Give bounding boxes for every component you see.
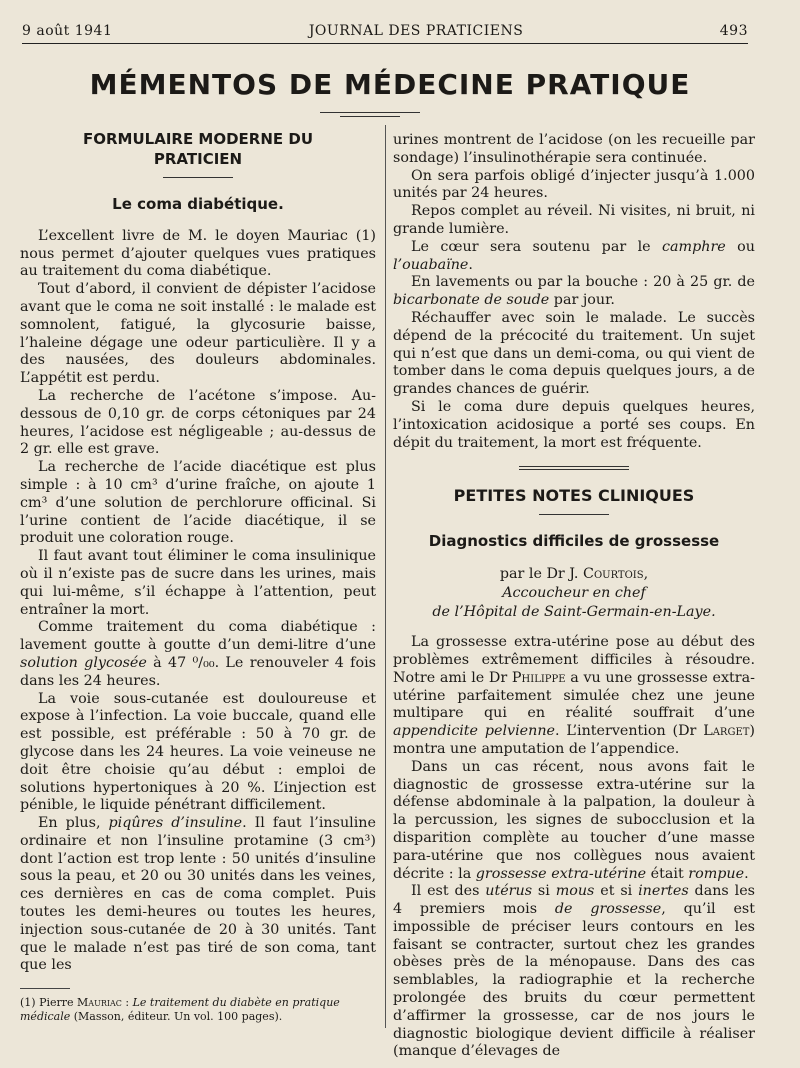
issue-date: 9 août 1941 bbox=[22, 23, 113, 39]
footnote-rule bbox=[20, 988, 70, 989]
paragraph: Il est des utérus si mous et si inertes dans les 4 premiers mois de grossesse, qu’il est impossible de préciser leurs contours en les faisant se contracter, surtout chez les grandes obèses près de la ménopause. Dans des cas semblables, la radiographie et la recherche prolongée des bruits du cœur permettent d’affirmer la grossesse, car de nos jours le diagnostic biologique devient difficile à réaliser (manque d’élevages de bbox=[393, 883, 755, 1060]
paragraph: Tout d’abord, il convient de dépister l’acidose avant que le coma ne soit installé : le malade est somnolent, fatigué, la glycosurie baisse, l’haleine dégage une odeur particulière. Il y a des nausées, des douleurs abdominales. L’appétit est perdu. bbox=[20, 281, 376, 387]
article-title-coma: Le coma diabétique. bbox=[112, 195, 284, 213]
paragraph: L’excellent livre de M. le doyen Mauriac (1) nous permet d’ajouter quelques vues pratiques au traitement du coma diabétique. bbox=[20, 227, 376, 280]
title-rule bbox=[320, 112, 420, 113]
section-heading-formulaire: FORMULAIRE MODERNE DU PRATICIEN bbox=[83, 130, 314, 168]
paragraph: Si le coma dure depuis quelques heures, l’intoxication acidosique a porté ses coups. En dépit du traitement, la mort est fréquente. bbox=[393, 398, 755, 451]
running-head bbox=[22, 20, 748, 42]
paragraph: On sera parfois obligé d’injecter jusqu’à 1.000 unités par 24 heures. bbox=[393, 167, 755, 202]
section-heading-notes: PETITES NOTES CLINIQUES bbox=[453, 486, 695, 506]
paragraph: Il faut avant tout éliminer le coma insulinique où il n’existe pas de sucre dans les urines, mais qui lui-même, s’il échappe à l’attention, peut entraîner la mort. bbox=[20, 548, 376, 618]
paragraph: La grossesse extra-utérine pose au début des problèmes extrêmement difficiles à résoudre. Notre ami le Dr Philippe a vu une grossesse extra-utérine parfaitement simulée chez une jeune multipare qui en réalité souffrait d’une appendicite pelvienne. L’intervention (Dr Larget) montra une amputation de l’appendice. bbox=[393, 634, 755, 757]
paragraph: Repos complet au réveil. Ni visites, ni bruit, ni grande lumière. bbox=[393, 203, 755, 237]
section-rule bbox=[163, 177, 233, 178]
article-title-grossesse: Diagnostics difficiles de grossesse bbox=[428, 532, 720, 551]
paragraph: urines montrent de l’acidose (on les recueille par sondage) l’insulinothérapie sera continuée. bbox=[393, 132, 755, 166]
footnote: (1) Pierre Mauriac : Le traitement du diabète en pratique médicale (Masson, éditeur. Un vol. 100 pages). bbox=[20, 996, 340, 1023]
paragraph: Dans un cas récent, nous avons fait le diagnostic de grossesse extra-utérine sur la défense abdominale à la palpation, la douleur à la percussion, les signes de subocclusion et la disparition complète au toucher d’une masse para-utérine que nos collègues nous avaient décrite : la grossesse extra-utérine était rompue. bbox=[393, 758, 755, 882]
paragraph: Réchauffer avec soin le malade. Le succès dépend de la précocité du traitement. Un sujet qui n’est que dans un demi-coma, ou qui vient de tomber dans le coma depuis quelques jours, a de grandes chances de guérir. bbox=[393, 309, 755, 398]
paragraph: En plus, piqûres d’insuline. Il faut l’insuline ordinaire et non l’insuline protamine (3 cm³) dont l’action est trop lente : 50 unités d’insuline sous la peau, et 20 ou 30 unités dans les veines, ces dernières en cas de coma complet. Puis toutes les demi-heures ou toutes les heures, injection sous-cutanée de 20 à 30 unités. Tant que le malade n’est pas tiré de son coma, tant que les bbox=[20, 815, 376, 974]
journal-name: JOURNAL DES PRATICIENS bbox=[308, 23, 524, 39]
page-title: MÉMENTOS DE MÉDECINE PRATIQUE bbox=[89, 68, 691, 101]
paragraph: Le cœur sera soutenu par le camphre ou l’ouabaïne. bbox=[393, 238, 755, 273]
author-name: Courtois bbox=[583, 566, 644, 583]
byline: par le Dr J. Courtois, Accoucheur en chef de l’Hôpital de Saint-Germain-en-Laye. bbox=[432, 566, 716, 621]
left-column bbox=[20, 125, 376, 975]
paragraph: Comme traitement du coma diabétique : lavement goutte à goutte d’un demi-litre d’une solution glycosée à 47 ⁰/₀₀. Le renouveler 4 fois dans les 24 heures. bbox=[20, 619, 376, 689]
author-role: Accoucheur en chef bbox=[502, 585, 646, 602]
page-number: 493 bbox=[719, 23, 748, 39]
section-double-rule bbox=[519, 466, 629, 470]
right-column bbox=[393, 132, 755, 1061]
author-affiliation: de l’Hôpital de Saint-Germain-en-Laye. bbox=[432, 604, 716, 621]
paragraph: La recherche de l’acide diacétique est plus simple : à 10 cm³ d’urine fraîche, on ajoute 1 cm³ d’une solution de perchlorure officinal. Si l’urine contient de l’acide diacétique, il se produit une coloration rouge. bbox=[20, 459, 376, 547]
paragraph: La recherche de l’acétone s’impose. Au-dessous de 0,10 gr. de corps cétoniques par 24 heures, l’acidose est négligeable ; au-dessus de 2 gr. elle est grave. bbox=[20, 387, 376, 458]
column-divider bbox=[385, 125, 386, 1028]
section-rule bbox=[539, 514, 609, 515]
paragraph: La voie sous-cutanée est douloureuse et expose à l’infection. La voie buccale, quand elle est possible, est préférable : 50 à 70 gr. de glycose dans les 24 heures. La voie veineuse ne doit être choisie qu’au début : emploi de solutions hypertoniques à 20 %. L’injection est pénible, le liquide pénétrant difficilement. bbox=[20, 690, 376, 814]
paragraph: En lavements ou par la bouche : 20 à 25 gr. de bicarbonate de soude par jour. bbox=[393, 274, 755, 309]
header-rule bbox=[22, 43, 748, 44]
title-rule-short bbox=[340, 116, 400, 117]
